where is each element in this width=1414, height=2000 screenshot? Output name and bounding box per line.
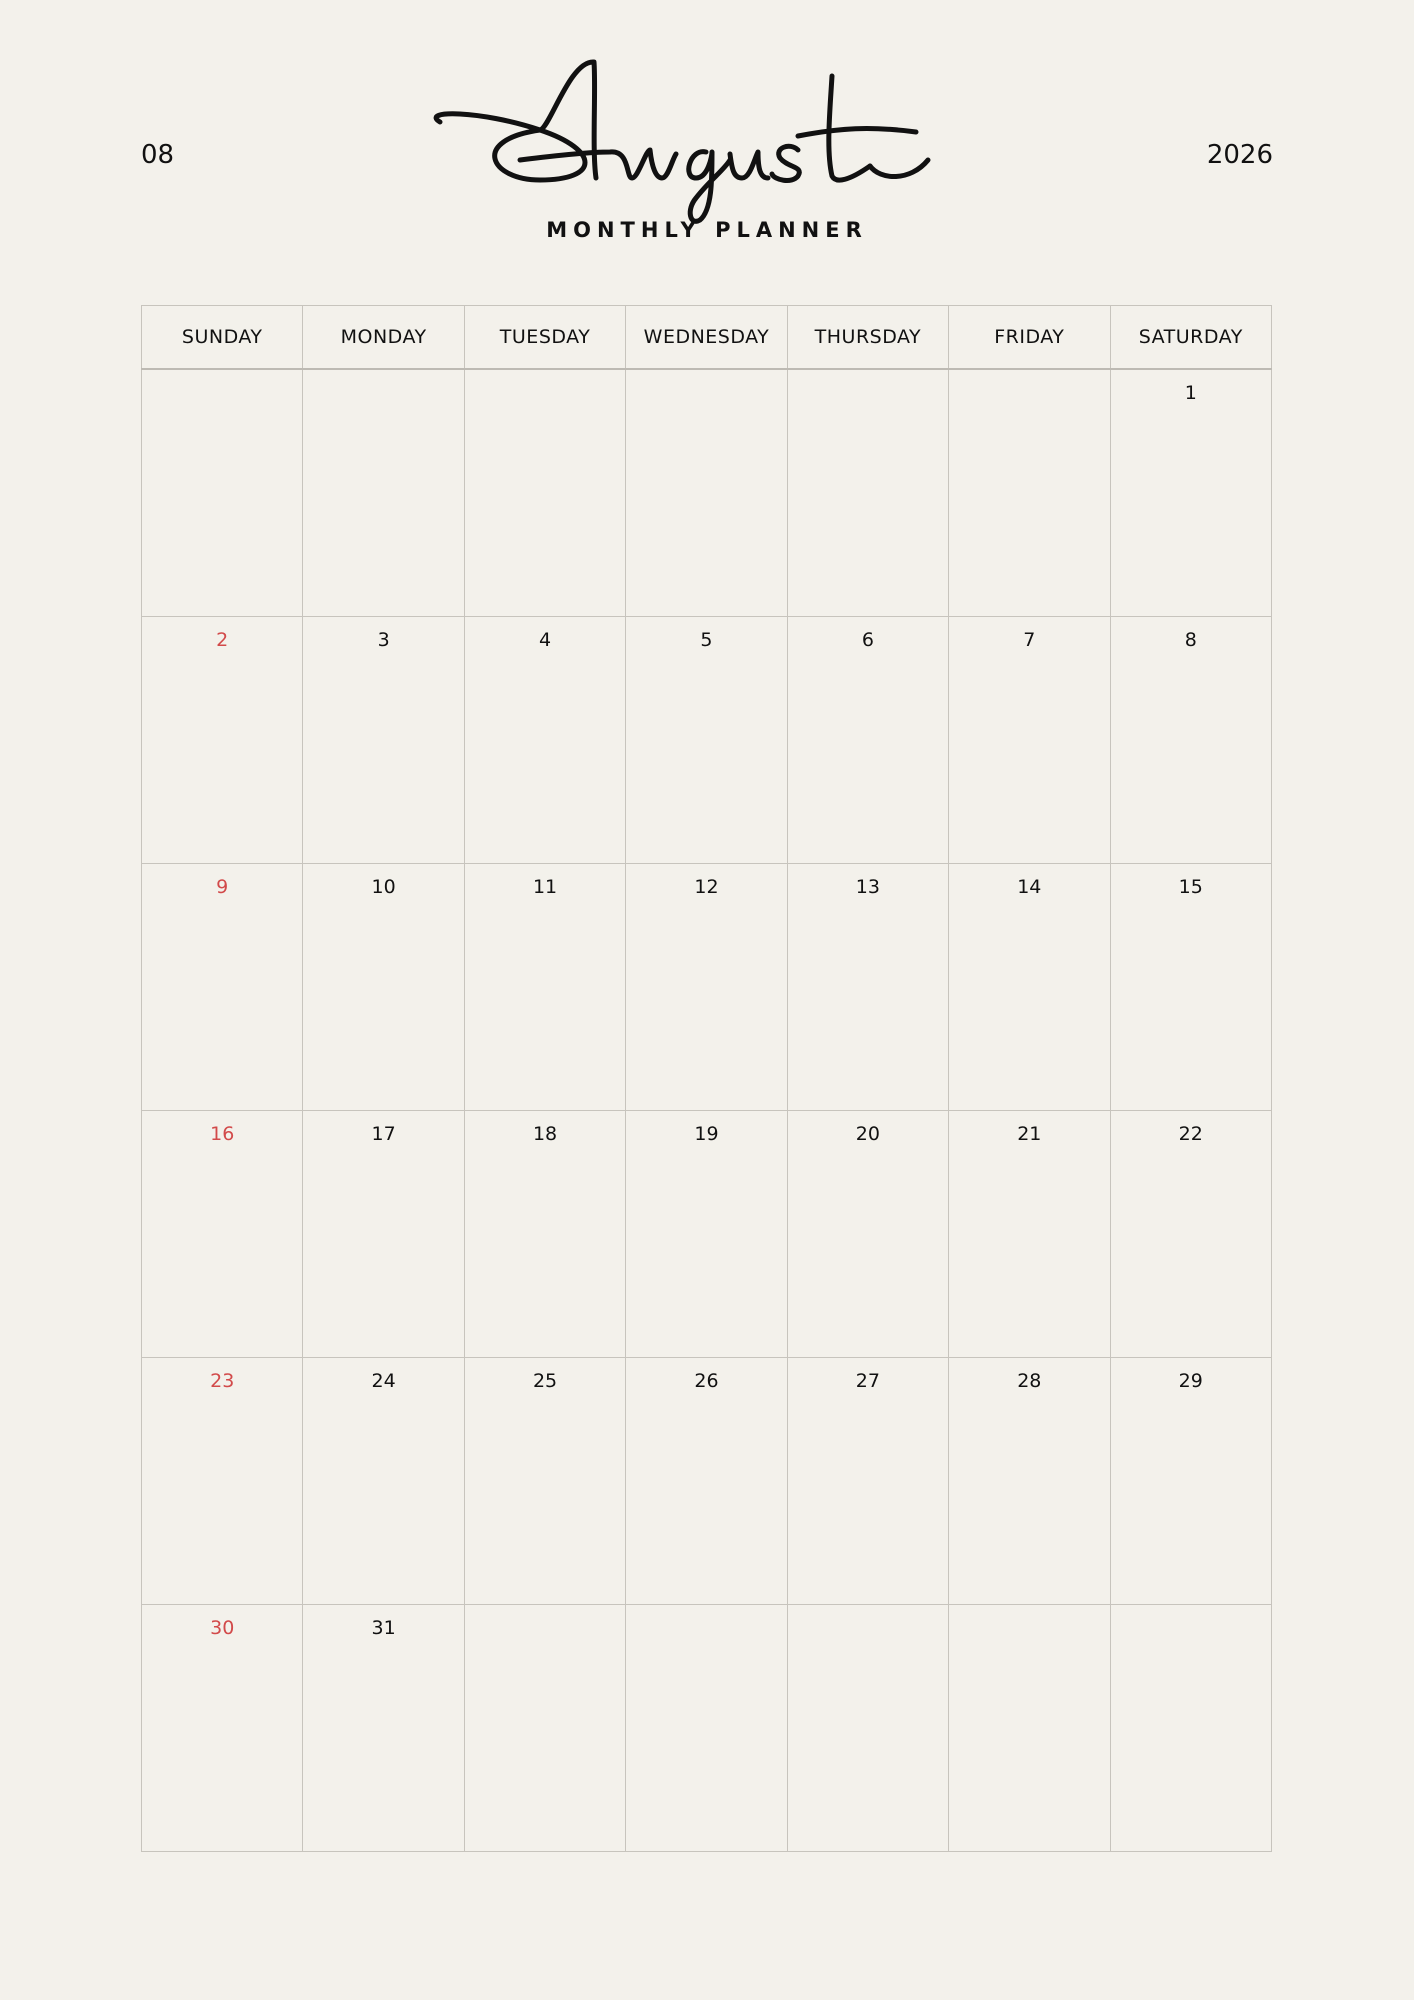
day-cell[interactable] (626, 369, 787, 617)
week-row (142, 1605, 1272, 1852)
weekday-header-tuesday: TUESDAY (464, 306, 625, 370)
day-cell[interactable] (464, 864, 625, 1111)
day-number: 26 (694, 1370, 719, 1392)
day-number: 1 (1184, 382, 1197, 404)
day-cell[interactable] (142, 864, 303, 1111)
day-number: 18 (532, 1123, 558, 1145)
day-number: 16 (210, 1123, 235, 1145)
calendar-grid (141, 305, 1272, 1852)
day-number: 20 (855, 1123, 880, 1145)
day-number: 7 (1023, 629, 1036, 651)
day-number (626, 1605, 786, 1641)
day-cell[interactable] (464, 617, 625, 864)
day-number: 5 (700, 629, 713, 651)
day-number: 19 (694, 1123, 719, 1145)
planner-subtitle: MONTHLY PLANNER (546, 218, 868, 242)
day-number: 6 (861, 629, 874, 651)
day-cell[interactable] (787, 369, 948, 617)
week-row (142, 1358, 1272, 1605)
day-number: 15 (1178, 876, 1203, 898)
day-number (949, 370, 1109, 406)
day-number: 3 (377, 629, 390, 651)
day-cell[interactable] (626, 1111, 787, 1358)
day-cell[interactable] (142, 369, 303, 617)
day-number (788, 370, 948, 406)
day-cell[interactable] (142, 617, 303, 864)
day-cell[interactable] (787, 864, 948, 1111)
weekday-header-saturday: SATURDAY (1110, 306, 1271, 370)
day-number: 25 (532, 1370, 558, 1392)
year-label: 2026 (1206, 140, 1273, 170)
day-cell[interactable] (303, 1358, 464, 1605)
day-cell[interactable] (626, 617, 787, 864)
day-number: 27 (855, 1370, 880, 1392)
day-number (142, 370, 302, 406)
day-cell[interactable] (303, 864, 464, 1111)
day-cell[interactable] (464, 369, 625, 617)
day-number (626, 370, 786, 406)
day-cell[interactable] (142, 1605, 303, 1852)
month-number: 08 (141, 140, 175, 170)
day-number (788, 1605, 948, 1641)
day-number: 14 (1017, 876, 1042, 898)
day-number (949, 1605, 1109, 1641)
day-number: 11 (532, 876, 558, 898)
day-cell[interactable] (303, 617, 464, 864)
day-number: 2 (216, 629, 229, 651)
day-number: 31 (371, 1617, 396, 1639)
day-cell[interactable] (1110, 1605, 1271, 1852)
day-number (1111, 1605, 1271, 1641)
weekday-header-sunday: SUNDAY (142, 306, 303, 370)
day-number: 9 (216, 876, 229, 898)
month-name-script (400, 30, 1014, 230)
day-number: 17 (371, 1123, 396, 1145)
day-cell[interactable] (949, 617, 1110, 864)
day-cell[interactable] (1110, 617, 1271, 864)
weekday-header-wednesday: WEDNESDAY (626, 306, 787, 370)
day-cell[interactable] (303, 1111, 464, 1358)
day-cell[interactable] (1110, 864, 1271, 1111)
weekday-header-row (142, 306, 1272, 370)
day-number (465, 370, 625, 406)
day-cell[interactable] (949, 864, 1110, 1111)
day-cell[interactable] (787, 617, 948, 864)
day-cell[interactable] (787, 1358, 948, 1605)
weekday-header-friday: FRIDAY (949, 306, 1110, 370)
day-cell[interactable] (142, 1111, 303, 1358)
day-cell[interactable] (626, 1358, 787, 1605)
day-number: 10 (371, 876, 396, 898)
day-number: 8 (1184, 629, 1197, 651)
week-row (142, 1111, 1272, 1358)
day-number: 22 (1178, 1123, 1203, 1145)
day-number: 13 (855, 876, 880, 898)
day-cell[interactable] (1110, 1358, 1271, 1605)
day-cell[interactable] (464, 1111, 625, 1358)
day-number: 21 (1017, 1123, 1042, 1145)
day-number (465, 1605, 625, 1641)
day-number: 23 (210, 1370, 235, 1392)
day-cell[interactable] (464, 1358, 625, 1605)
day-number (303, 370, 463, 406)
day-cell[interactable] (787, 1111, 948, 1358)
day-cell[interactable] (464, 1605, 625, 1852)
day-cell[interactable] (949, 1358, 1110, 1605)
day-number: 12 (694, 876, 719, 898)
day-number: 4 (539, 629, 552, 651)
day-number: 29 (1178, 1370, 1203, 1392)
day-cell[interactable] (1110, 369, 1271, 617)
day-cell[interactable] (787, 1605, 948, 1852)
week-row (142, 369, 1272, 617)
day-cell[interactable] (626, 864, 787, 1111)
day-cell[interactable] (626, 1605, 787, 1852)
day-number: 24 (371, 1370, 396, 1392)
day-cell[interactable] (1110, 1111, 1271, 1358)
weekday-header-monday: MONDAY (303, 306, 464, 370)
day-cell[interactable] (949, 1111, 1110, 1358)
day-cell[interactable] (949, 1605, 1110, 1852)
day-cell[interactable] (949, 369, 1110, 617)
day-number: 30 (210, 1617, 235, 1639)
day-cell[interactable] (142, 1358, 303, 1605)
week-row (142, 864, 1272, 1111)
day-number: 28 (1017, 1370, 1042, 1392)
day-cell[interactable] (303, 369, 464, 617)
week-row (142, 617, 1272, 864)
weekday-header-thursday: THURSDAY (787, 306, 948, 370)
day-cell[interactable] (303, 1605, 464, 1852)
